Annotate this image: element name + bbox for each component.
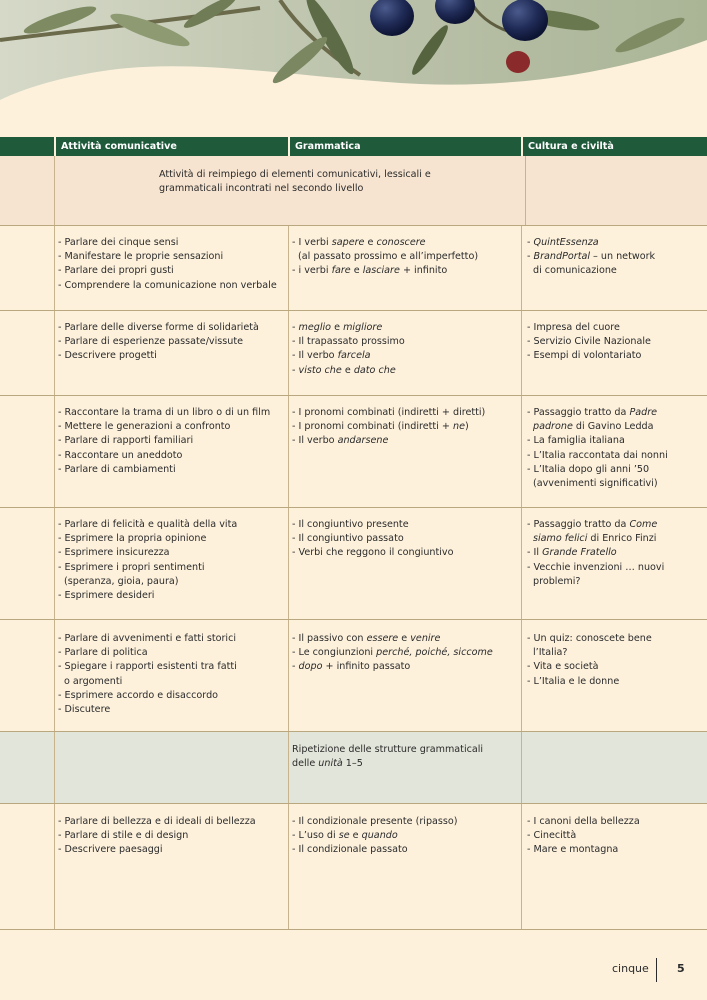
row4-grammatica: - Il congiuntivo presente - Il congiuntivo passato - Verbi che reggono il congiuntivo bbox=[292, 519, 454, 559]
row5-grammatica: - Il passivo con essere e venire - Le congiunzioni perché, poiché, siccome - dopo + infinito passato bbox=[292, 633, 493, 673]
page-word: cinque bbox=[612, 962, 649, 975]
row1-grammatica: - I verbi sapere e conoscere (al passato prossimo e all’imperfetto) - i verbi fare e lasciare + infinito bbox=[292, 237, 479, 277]
review-row bbox=[0, 732, 707, 803]
review-text: Ripetizione delle strutture grammaticali delle unità 1–5 bbox=[292, 744, 484, 770]
header-attivita: Attività comunicative bbox=[54, 137, 288, 156]
table-row-2 bbox=[0, 311, 707, 395]
row2-attivita: - Parlare delle diverse forme di solidarietà - Parlare di esperienze passate/vissute - Descrivere progetti bbox=[58, 322, 259, 362]
row6-grammatica: - Il condizionale presente (ripasso) - L’uso di se e quando - Il condizionale passato bbox=[292, 816, 458, 856]
intro-row bbox=[0, 156, 707, 225]
table-row-5 bbox=[0, 620, 707, 731]
row6-cultura: - I canoni della bellezza - Cinecittà - Mare e montagna bbox=[527, 816, 640, 856]
row5-attivita: - Parlare di avvenimenti e fatti storici - Parlare di politica - Spiegare i rapporti esistenti tra fatti o argomenti - Esprimere accordo e disaccordo - Discutere bbox=[58, 633, 237, 716]
row2-cultura: - Impresa del cuore - Servizio Civile Nazionale - Esempi di volontariato bbox=[527, 322, 651, 362]
row4-cultura: - Passaggio tratto da Come siamo felici di Enrico Finzi - Il Grande Fratello - Vecchie invenzioni … nuovi problemi? bbox=[527, 519, 665, 587]
row3-cultura: - Passaggio tratto da Padre padrone di Gavino Ledda - La famiglia italiana - L’Italia raccontata dai nonni - L’Italia dopo gli anni ’50 (avvenimenti significativi) bbox=[527, 407, 668, 490]
table-row-3 bbox=[0, 396, 707, 507]
row5-cultura: - Un quiz: conoscete bene l’Italia? - Vita e società - L’Italia e le donne bbox=[527, 633, 652, 687]
header-grammatica: Grammatica bbox=[288, 137, 521, 156]
header-cultura: Cultura e civiltà bbox=[521, 137, 707, 156]
intro-text: Attività di reimpiego di elementi comunicativi, lessicali e grammaticali incontrati nel secondo livello bbox=[159, 169, 431, 195]
page-number: 5 bbox=[677, 962, 685, 975]
table-header bbox=[0, 137, 707, 156]
olive-branch-banner bbox=[0, 0, 707, 110]
row4-attivita: - Parlare di felicità e qualità della vita - Esprimere la propria opinione - Esprimere insicurezza - Esprimere i propri sentimenti (speranza, gioia, paura) - Esprimere desideri bbox=[58, 519, 238, 602]
table-row-1 bbox=[0, 226, 707, 310]
row1-attivita: - Parlare dei cinque sensi - Manifestare le proprie sensazioni - Parlare dei propri gusti - Comprendere la comunicazione non verbale bbox=[58, 237, 277, 291]
page-divider bbox=[656, 958, 657, 982]
row6-attivita: - Parlare di bellezza e di ideali di bellezza - Parlare di stile e di design - Descrivere paesaggi bbox=[58, 816, 256, 856]
table-row-4 bbox=[0, 508, 707, 619]
row1-cultura: - QuintEssenza - BrandPortal – un network di comunicazione bbox=[527, 237, 656, 277]
olive-branch-image bbox=[0, 0, 707, 110]
row3-attivita: - Raccontare la trama di un libro o di un film - Mettere le generazioni a confronto - Parlare di rapporti familiari - Raccontare un aneddoto - Parlare di cambiamenti bbox=[58, 407, 271, 475]
row3-grammatica: - I pronomi combinati (indiretti + diretti) - I pronomi combinati (indiretti + ne) - Il verbo andarsene bbox=[292, 407, 486, 447]
row2-grammatica: - meglio e migliore - Il trapassato prossimo - Il verbo farcela - visto che e dato che bbox=[292, 322, 405, 376]
table-row-6 bbox=[0, 804, 707, 929]
